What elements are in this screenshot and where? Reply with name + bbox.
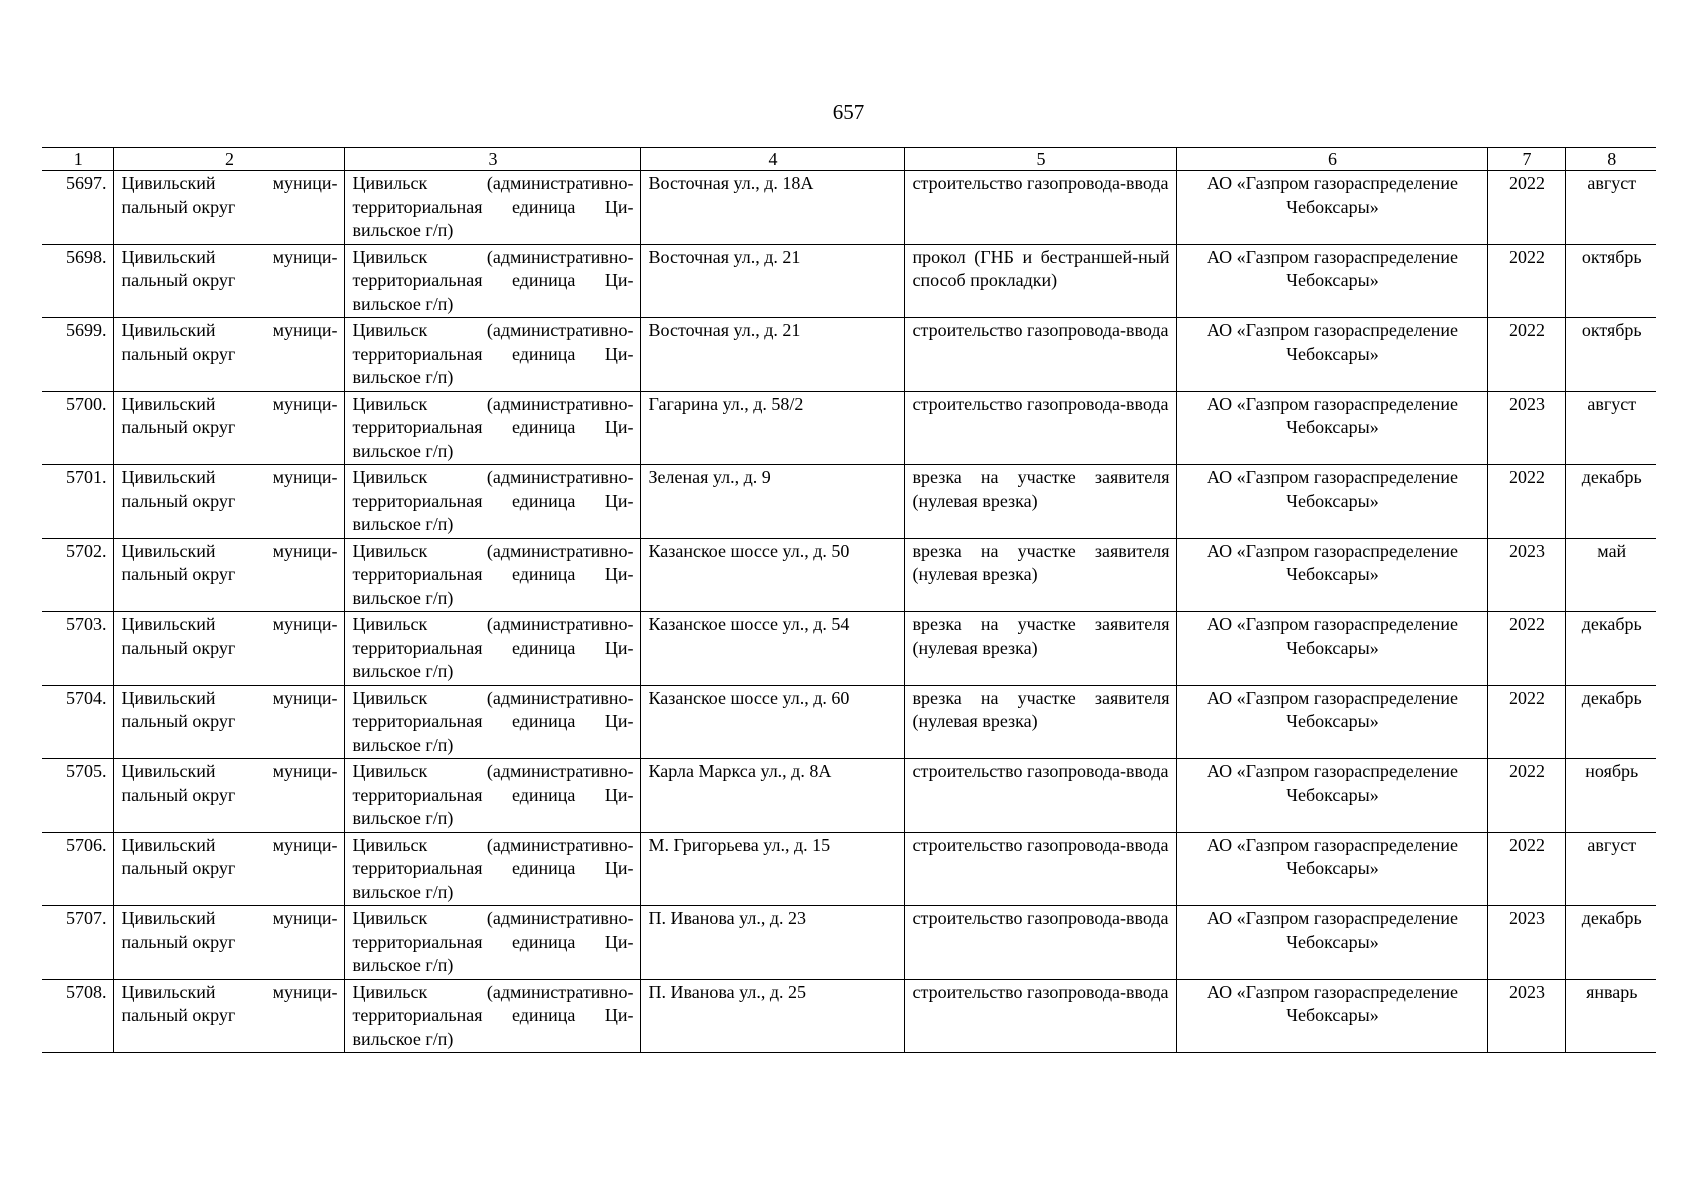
address-cell: П. Иванова ул., д. 23 — [640, 906, 904, 980]
column-header: 6 — [1176, 148, 1487, 171]
work-type-cell: строительство газопровода-ввода — [904, 906, 1176, 980]
year-cell: 2023 — [1487, 538, 1565, 612]
district-cell: Цивильский муници-пальный округ — [113, 832, 344, 906]
organization-cell: АО «Газпром газораспределение Чебоксары» — [1176, 391, 1487, 465]
address-cell: Восточная ул., д. 21 — [640, 318, 904, 392]
locality-cell: Цивильск (административно-территориальная единица Ци-вильское г/п) — [344, 685, 640, 759]
month-cell: май — [1565, 538, 1656, 612]
table-row — [42, 685, 1656, 759]
row-number-cell: 5698. — [42, 244, 113, 318]
table-row — [42, 538, 1656, 612]
address-cell: М. Григорьева ул., д. 15 — [640, 832, 904, 906]
row-number-cell: 5703. — [42, 612, 113, 686]
locality-cell: Цивильск (административно-территориальная единица Ци-вильское г/п) — [344, 759, 640, 833]
address-cell: Зеленая ул., д. 9 — [640, 465, 904, 539]
table-row — [42, 465, 1656, 539]
table-body — [42, 171, 1656, 1053]
locality-cell: Цивильск (административно-территориальная единица Ци-вильское г/п) — [344, 171, 640, 245]
locality-cell: Цивильск (административно-территориальная единица Ци-вильское г/п) — [344, 979, 640, 1053]
work-type-cell: строительство газопровода-ввода — [904, 171, 1176, 245]
work-type-cell: врезка на участке заявителя (нулевая врезка) — [904, 685, 1176, 759]
year-cell: 2022 — [1487, 612, 1565, 686]
row-number-cell: 5708. — [42, 979, 113, 1053]
month-cell: октябрь — [1565, 318, 1656, 392]
table-row — [42, 391, 1656, 465]
district-cell: Цивильский муници-пальный округ — [113, 612, 344, 686]
organization-cell: АО «Газпром газораспределение Чебоксары» — [1176, 171, 1487, 245]
work-type-cell: строительство газопровода-ввода — [904, 318, 1176, 392]
year-cell: 2023 — [1487, 391, 1565, 465]
table-row — [42, 759, 1656, 833]
address-cell: Карла Маркса ул., д. 8А — [640, 759, 904, 833]
table-row — [42, 979, 1656, 1053]
month-cell: август — [1565, 171, 1656, 245]
district-cell: Цивильский муници-пальный округ — [113, 685, 344, 759]
column-header: 1 — [42, 148, 113, 171]
year-cell: 2022 — [1487, 318, 1565, 392]
column-header: 2 — [113, 148, 344, 171]
month-cell: август — [1565, 391, 1656, 465]
year-cell: 2022 — [1487, 244, 1565, 318]
table-row — [42, 244, 1656, 318]
district-cell: Цивильский муници-пальный округ — [113, 538, 344, 612]
district-cell: Цивильский муници-пальный округ — [113, 391, 344, 465]
organization-cell: АО «Газпром газораспределение Чебоксары» — [1176, 612, 1487, 686]
table-row — [42, 612, 1656, 686]
address-cell: Восточная ул., д. 21 — [640, 244, 904, 318]
address-cell: Восточная ул., д. 18А — [640, 171, 904, 245]
data-table — [42, 147, 1656, 1053]
table-row — [42, 906, 1656, 980]
month-cell: ноябрь — [1565, 759, 1656, 833]
work-type-cell: врезка на участке заявителя (нулевая врезка) — [904, 465, 1176, 539]
page-number: 657 — [832, 100, 865, 124]
month-cell: август — [1565, 832, 1656, 906]
year-cell: 2023 — [1487, 979, 1565, 1053]
district-cell: Цивильский муници-пальный округ — [113, 244, 344, 318]
organization-cell: АО «Газпром газораспределение Чебоксары» — [1176, 759, 1487, 833]
year-cell: 2022 — [1487, 759, 1565, 833]
organization-cell: АО «Газпром газораспределение Чебоксары» — [1176, 538, 1487, 612]
organization-cell: АО «Газпром газораспределение Чебоксары» — [1176, 685, 1487, 759]
address-cell: Казанское шоссе ул., д. 50 — [640, 538, 904, 612]
year-cell: 2023 — [1487, 906, 1565, 980]
locality-cell: Цивильск (административно-территориальная единица Ци-вильское г/п) — [344, 906, 640, 980]
address-cell: П. Иванова ул., д. 25 — [640, 979, 904, 1053]
locality-cell: Цивильск (административно-территориальная единица Ци-вильское г/п) — [344, 538, 640, 612]
locality-cell: Цивильск (административно-территориальная единица Ци-вильское г/п) — [344, 612, 640, 686]
row-number-cell: 5707. — [42, 906, 113, 980]
work-type-cell: строительство газопровода-ввода — [904, 832, 1176, 906]
year-cell: 2022 — [1487, 832, 1565, 906]
organization-cell: АО «Газпром газораспределение Чебоксары» — [1176, 906, 1487, 980]
work-type-cell: строительство газопровода-ввода — [904, 391, 1176, 465]
table-row — [42, 318, 1656, 392]
address-cell: Казанское шоссе ул., д. 54 — [640, 612, 904, 686]
work-type-cell: врезка на участке заявителя (нулевая врезка) — [904, 612, 1176, 686]
address-cell: Казанское шоссе ул., д. 60 — [640, 685, 904, 759]
month-cell: декабрь — [1565, 465, 1656, 539]
row-number-cell: 5699. — [42, 318, 113, 392]
organization-cell: АО «Газпром газораспределение Чебоксары» — [1176, 244, 1487, 318]
locality-cell: Цивильск (административно-территориальная единица Ци-вильское г/п) — [344, 465, 640, 539]
district-cell: Цивильский муници-пальный округ — [113, 759, 344, 833]
month-cell: декабрь — [1565, 906, 1656, 980]
organization-cell: АО «Газпром газораспределение Чебоксары» — [1176, 979, 1487, 1053]
work-type-cell: строительство газопровода-ввода — [904, 979, 1176, 1053]
row-number-cell: 5704. — [42, 685, 113, 759]
organization-cell: АО «Газпром газораспределение Чебоксары» — [1176, 832, 1487, 906]
column-header: 8 — [1565, 148, 1656, 171]
column-header: 5 — [904, 148, 1176, 171]
year-cell: 2022 — [1487, 685, 1565, 759]
locality-cell: Цивильск (административно-территориальная единица Ци-вильское г/п) — [344, 832, 640, 906]
work-type-cell: прокол (ГНБ и бестраншей-ный способ прокладки) — [904, 244, 1176, 318]
district-cell: Цивильский муници-пальный округ — [113, 318, 344, 392]
month-cell: октябрь — [1565, 244, 1656, 318]
district-cell: Цивильский муници-пальный округ — [113, 906, 344, 980]
month-cell: декабрь — [1565, 612, 1656, 686]
address-cell: Гагарина ул., д. 58/2 — [640, 391, 904, 465]
row-number-cell: 5702. — [42, 538, 113, 612]
organization-cell: АО «Газпром газораспределение Чебоксары» — [1176, 465, 1487, 539]
column-header: 7 — [1487, 148, 1565, 171]
organization-cell: АО «Газпром газораспределение Чебоксары» — [1176, 318, 1487, 392]
column-header: 4 — [640, 148, 904, 171]
table-row — [42, 171, 1656, 245]
district-cell: Цивильский муници-пальный округ — [113, 979, 344, 1053]
work-type-cell: строительство газопровода-ввода — [904, 759, 1176, 833]
work-type-cell: врезка на участке заявителя (нулевая врезка) — [904, 538, 1176, 612]
locality-cell: Цивильск (административно-территориальная единица Ци-вильское г/п) — [344, 244, 640, 318]
row-number-cell: 5697. — [42, 171, 113, 245]
row-number-cell: 5700. — [42, 391, 113, 465]
row-number-cell: 5701. — [42, 465, 113, 539]
table-row — [42, 832, 1656, 906]
district-cell: Цивильский муници-пальный округ — [113, 465, 344, 539]
locality-cell: Цивильск (административно-территориальная единица Ци-вильское г/п) — [344, 318, 640, 392]
row-number-cell: 5705. — [42, 759, 113, 833]
month-cell: декабрь — [1565, 685, 1656, 759]
year-cell: 2022 — [1487, 171, 1565, 245]
district-cell: Цивильский муници-пальный округ — [113, 171, 344, 245]
header-row — [42, 148, 1656, 171]
locality-cell: Цивильск (административно-территориальная единица Ци-вильское г/п) — [344, 391, 640, 465]
row-number-cell: 5706. — [42, 832, 113, 906]
month-cell: январь — [1565, 979, 1656, 1053]
year-cell: 2022 — [1487, 465, 1565, 539]
column-header: 3 — [344, 148, 640, 171]
